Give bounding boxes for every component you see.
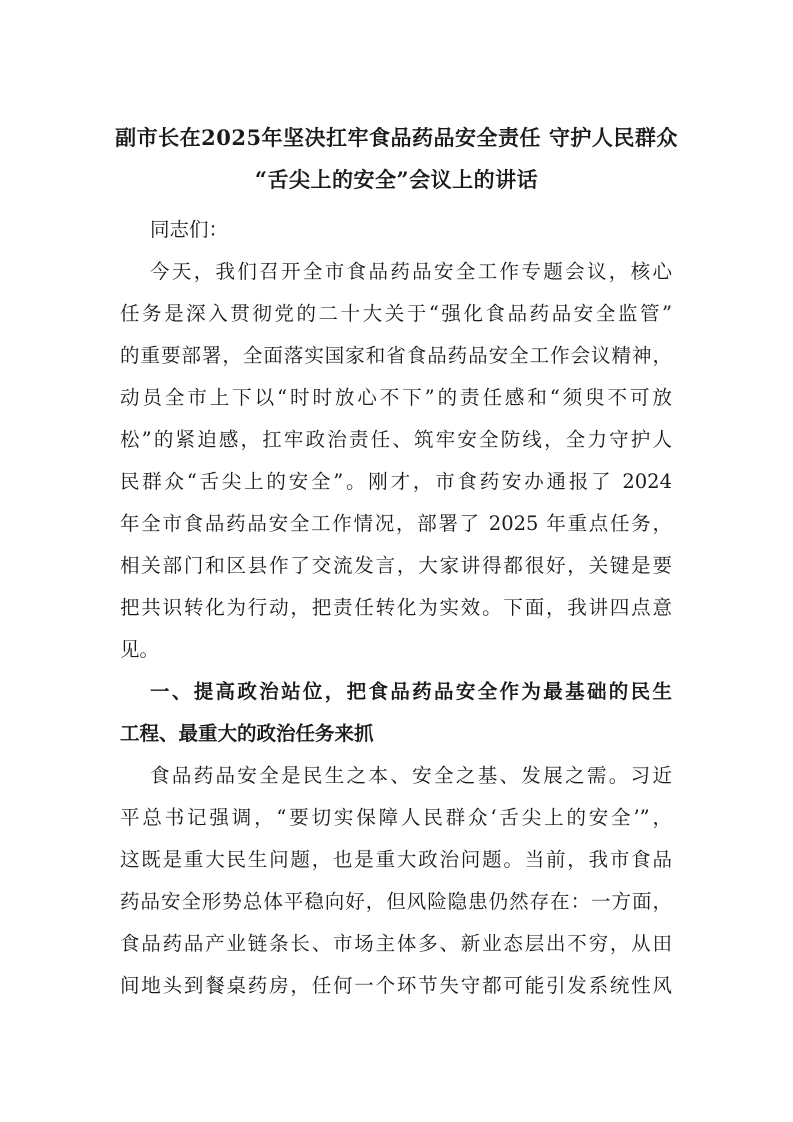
paragraph-line: 动员全市上下以“时时放心不下”的责任感和“须臾不可放	[120, 386, 672, 409]
section-heading-line: 工程、最重大的政治任务来抓	[120, 722, 374, 745]
paragraph-line: 松”的紧迫感，扛牢政治责任、筑牢安全防线，全力守护人	[120, 428, 672, 451]
paragraph-line: 食品药品产业链条长、市场主体多、新业态层出不穷，从田	[120, 932, 672, 955]
section-heading-line: 一、提高政治站位，把食品药品安全作为最基础的民生	[150, 680, 672, 703]
paragraph-line: 相关部门和区县作了交流发言，大家讲得都很好，关键是要	[120, 554, 672, 577]
paragraph-line: 任务是深入贯彻党的二十大关于“强化食品药品安全监管”	[120, 302, 672, 325]
paragraph-line: 见。	[120, 638, 160, 661]
salutation: 同志们：	[150, 218, 229, 241]
paragraph-line: 民群众“舌尖上的安全”。刚才，市食药安办通报了 2024	[120, 470, 672, 493]
paragraph-line: 今天，我们召开全市食品药品安全工作专题会议，核心	[150, 260, 672, 283]
paragraph-line: 年全市食品药品安全工作情况，部署了 2025 年重点任务，	[120, 512, 672, 535]
paragraph-line: 食品药品安全是民生之本、安全之基、发展之需。习近	[150, 764, 672, 787]
paragraph-line: 的重要部署，全面落实国家和省食品药品安全工作会议精神，	[120, 344, 672, 367]
paragraph-line: 平总书记强调，“要切实保障人民群众‘舌尖上的安全’”，	[120, 806, 672, 829]
document-title-line-1: 副市长在2025年坚决扛牢食品药品安全责任 守护人民群众	[115, 125, 678, 150]
paragraph-line: 把共识转化为行动，把责任转化为实效。下面，我讲四点意	[120, 596, 672, 619]
paragraph-line: 药品安全形势总体平稳向好，但风险隐患仍然存在：一方面，	[120, 890, 672, 913]
document-title-line-2: “舌尖上的安全”会议上的讲话	[254, 167, 539, 192]
paragraph-line: 间地头到餐桌药房，任何一个环节失守都可能引发系统性风	[120, 974, 672, 997]
paragraph-line: 这既是重大民生问题，也是重大政治问题。当前，我市食品	[120, 848, 672, 871]
